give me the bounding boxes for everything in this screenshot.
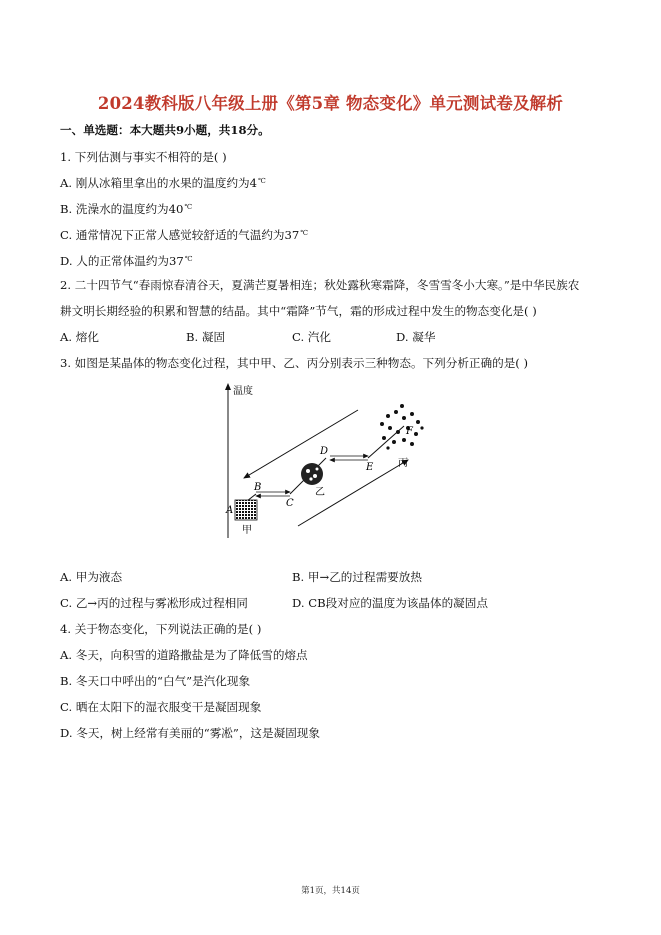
q2-stem-line1: 2. 二十四节气“春雨惊春清谷天，夏满芒夏暑相连；秋处露秋寒霜降，冬雪雪冬小大寒。”是中华民族农 xyxy=(60,278,580,292)
state-label-yi: 乙 xyxy=(315,487,325,498)
solid-state-block xyxy=(235,500,257,520)
q1-option-c-unit: ℃ xyxy=(300,229,309,237)
q1-option-b-text: B. 洗澡水的温度约为40 xyxy=(60,202,184,216)
q1-option-a xyxy=(60,174,266,190)
q2-stem-line2: 耕文明长期经验的积累和智慧的结晶。其中“霜降”节气，霜的形成过程中发生的物态变化是( ) xyxy=(60,304,537,318)
q3-figure xyxy=(218,376,432,542)
q1-option-c xyxy=(60,226,308,242)
q1-option-b-unit: ℃ xyxy=(184,203,193,211)
state-label-bing: 丙 xyxy=(398,458,408,469)
q1-option-d xyxy=(60,252,193,268)
q3-stem: 3. 如图是某晶体的物态变化过程，其中甲、乙、丙分别表示三种物态。下列分析正确的是( ) xyxy=(60,356,529,370)
state-label-jia: 甲 xyxy=(242,525,252,536)
point-label-b: B xyxy=(254,482,262,493)
q4-option-d: D. 冬天，树上经常有美丽的“雾凇”，这是凝固现象 xyxy=(60,726,320,740)
axis-label: 温度 xyxy=(233,386,253,397)
point-label-d: D xyxy=(320,446,329,457)
q4-option-a: A. 冬天，向积雪的道路撒盐是为了降低雪的熔点 xyxy=(60,648,308,662)
point-label-c: C xyxy=(286,498,294,509)
q4-stem: 4. 关于物态变化，下列说法正确的是( ) xyxy=(60,622,262,636)
point-label-a: A xyxy=(226,505,234,516)
gas-state-dots xyxy=(380,404,424,450)
q3-option-c: C. 乙→丙的过程与雾凇形成过程相同 xyxy=(60,596,248,610)
q1-option-a-text: A. 刚从冰箱里拿出的水果的温度约为4 xyxy=(60,176,258,190)
q2-option-a: A. 熔化 xyxy=(60,330,99,344)
q1-option-d-text: D. 人的正常体温约为37 xyxy=(60,254,184,268)
q3-option-d: D. CB段对应的温度为该晶体的凝固点 xyxy=(292,596,488,610)
cooling-arrow xyxy=(244,410,358,478)
q4-option-b: B. 冬天口中呼出的“白气”是汽化现象 xyxy=(60,674,251,688)
q1-option-d-unit: ℃ xyxy=(184,255,193,263)
q4-option-c: C. 晒在太阳下的湿衣服变干是凝固现象 xyxy=(60,700,262,714)
q3-option-b: B. 甲→乙的过程需要放热 xyxy=(292,570,422,584)
q1-option-c-text: C. 通常情况下正常人感觉较舒适的气温约为37 xyxy=(60,228,300,242)
point-label-f: F xyxy=(406,426,413,437)
q1-stem: 1. 下列估测与事实不相符的是( ) xyxy=(60,150,227,164)
point-label-e: E xyxy=(366,462,374,473)
q2-option-d: D. 凝华 xyxy=(396,330,436,344)
q3-option-a: A. 甲为液态 xyxy=(60,570,123,584)
q1-option-a-unit: ℃ xyxy=(258,177,266,185)
q1-option-b xyxy=(60,200,192,216)
section-heading: 一、单选题：本大题共9小题，共18分。 xyxy=(60,123,270,137)
q2-option-b: B. 凝固 xyxy=(186,330,226,344)
page-title: 2024教科版八年级上册《第5章 物态变化》单元测试卷及解析 xyxy=(97,94,564,113)
liquid-state-blob xyxy=(301,463,323,485)
page-footer: 第1页，共14页 xyxy=(301,886,360,896)
q2-option-c: C. 汽化 xyxy=(292,330,332,344)
